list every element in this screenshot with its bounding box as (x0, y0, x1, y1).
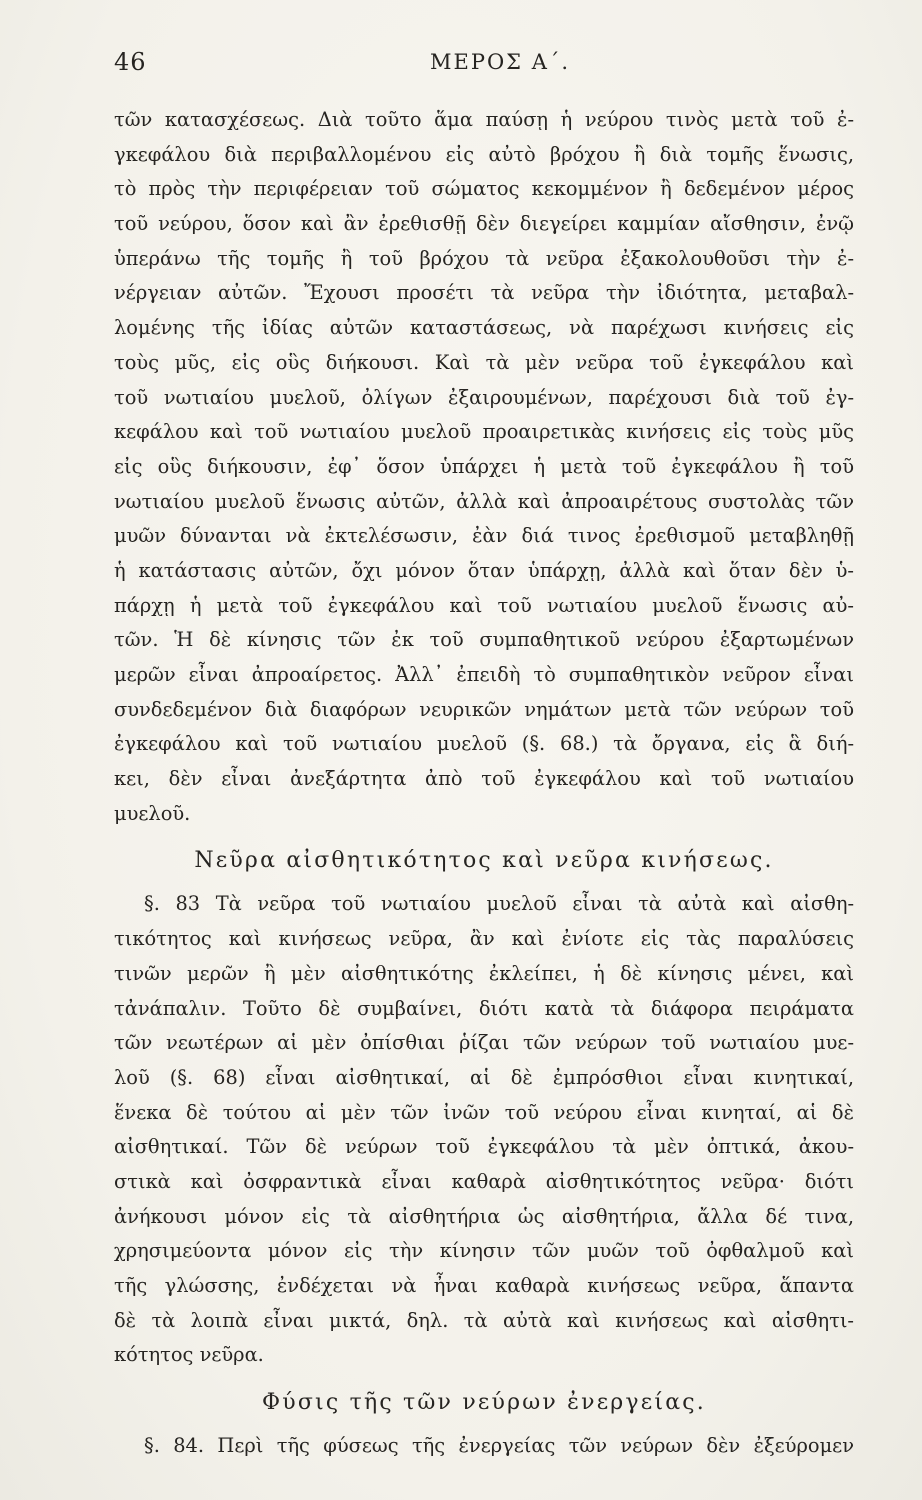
text-line: αἰσθητικαί. Τῶν δὲ νεύρων τοῦ ἐγκεφάλου τὰ μὲν ὀπτικά, ἀκου- (114, 1135, 854, 1159)
paragraph-1 (114, 103, 854, 831)
text-line: νέργειαν αὐτῶν. Ἔχουσι προσέτι τὰ νεῦρα τὴν ἰδιότητα, μεταβαλ- (114, 281, 854, 305)
section-heading-nerves-sensation-motion: Νεῦρα αἰσθητικότητος καὶ νεῦρα κινήσεως. (194, 848, 774, 874)
text-line: κει, δὲν εἶναι ἀνεξάρτητα ἀπὸ τοῦ ἐγκεφάλου καὶ τοῦ νωτιαίου (114, 767, 854, 791)
text-line: ἀνήκουσι μόνον εἰς τὰ αἰσθητήρια ὡς αἰσθητήρια, ἄλλα δέ τινα, (114, 1204, 854, 1228)
text-line: στικὰ καὶ ὀσφραντικὰ εἶναι καθαρὰ αἰσθητικότητος νεῦρα· διότι (114, 1169, 854, 1193)
text-line: ὑπεράνω τῆς τομῆς ἢ τοῦ βρόχου τὰ νεῦρα ἐξακολουθοῦσι τὴν ἐ- (114, 246, 854, 270)
text-line: ἐγκεφάλου καὶ τοῦ νωτιαίου μυελοῦ (§. 68.) τὰ ὄργανα, εἰς ἃ διή- (114, 732, 854, 756)
text-line: τοῦ νωτιαίου μυελοῦ, ὀλίγων ἐξαιρουμένων, παρέχουσι διὰ τοῦ ἐγ- (114, 385, 854, 409)
text-line: κότητος νεῦρα. (114, 1343, 264, 1367)
text-line: §. 84. Περὶ τῆς φύσεως τῆς ἐνεργείας τῶν νεύρων δὲν ἐξεύρομεν (144, 1434, 854, 1458)
text-line: ἕνεκα δὲ τούτου αἱ μὲν τῶν ἰνῶν τοῦ νεύρου εἶναι κινηταί, αἱ δὲ (114, 1100, 854, 1124)
text-line: κεφάλου καὶ τοῦ νωτιαίου μυελοῦ προαιρετικὰς κινήσεις εἰς τοὺς μῦς (114, 420, 854, 444)
text-line: λοῦ (§. 68) εἶναι αἰσθητικαί, αἱ δὲ ἐμπρόσθιοι εἶναι κινητικαί, (114, 1065, 854, 1089)
section-heading-nature-of-nerve-activity: Φύσις τῆς τῶν νεύρων ἐνεργείας. (262, 1390, 706, 1416)
text-line: μυελοῦ. (114, 801, 191, 825)
text-line: μερῶν εἶναι ἀπροαίρετος. Ἀλλ᾽ ἐπειδὴ τὸ συμπαθητικὸν νεῦρον εἶναι (114, 663, 854, 686)
text-line: τῶν. Ἡ δὲ κίνησις τῶν ἐκ τοῦ συμπαθητικοῦ νεύρου ἐξαρτωμένων (114, 628, 854, 652)
page-number: 46 (114, 48, 147, 76)
text-line: χρησιμεύοντα μόνον εἰς τὴν κίνησιν τῶν μυῶν τοῦ ὀφθαλμοῦ καὶ (114, 1239, 854, 1263)
running-head (0, 48, 922, 78)
text-line: γκεφάλου διὰ περιβαλλομένου εἰς αὐτὸ βρόχου ἢ διὰ τομῆς ἕνωσις, (114, 142, 854, 166)
paragraph-83 (114, 887, 854, 1373)
text-line: τῶν κατασχέσεως. Διὰ τοῦτο ἅμα παύσῃ ἡ νεύρου τινὸς μετὰ τοῦ ἐ- (114, 108, 854, 131)
text-line: τοῦ νεύρου, ὅσον καὶ ἂν ἐρεθισθῇ δὲν διεγείρει καμμίαν αἴσθησιν, ἐνῷ (114, 212, 854, 236)
text-line: τῆς γλώσσης, ἐνδέχεται νὰ ἦναι καθαρὰ κινήσεως νεῦρα, ἅπαντα (114, 1274, 854, 1297)
text-line: §. 83 Τὰ νεῦρα τοῦ νωτιαίου μυελοῦ εἶναι τὰ αὐτὰ καὶ αἰσθη- (144, 892, 854, 916)
text-line: λομένης τῆς ἰδίας αὐτῶν καταστάσεως, νὰ παρέχωσι κινήσεις εἰς (114, 316, 854, 340)
text-line: μυῶν δύνανται νὰ ἐκτελέσωσιν, ἐὰν διά τινος ἐρεθισμοῦ μεταβληθῇ (114, 524, 854, 548)
text-line: τοὺς μῦς, εἰς οὓς διήκουσι. Καὶ τὰ μὲν νεῦρα τοῦ ἐγκεφάλου καὶ (114, 350, 854, 374)
text-line: εἰς οὓς διήκουσιν, ἐφ᾽ ὅσον ὑπάρχει ἡ μετὰ τοῦ ἐγκεφάλου ἢ τοῦ (114, 454, 854, 478)
paragraph-84 (114, 1429, 854, 1464)
text-line: τῶν νεωτέρων αἱ μὲν ὀπίσθιαι ῥίζαι τῶν νεύρων τοῦ νωτιαίου μυε- (114, 1031, 854, 1055)
text-line: δὲ τὰ λοιπὰ εἶναι μικτά, δηλ. τὰ αὐτὰ καὶ κινήσεως καὶ αἰσθητι- (114, 1308, 854, 1332)
text-line: τικότητος καὶ κινήσεως νεῦρα, ἂν καὶ ἐνίοτε εἰς τὰς παραλύσεις (114, 927, 854, 951)
text-line: ἡ κατάστασις αὐτῶν, ὄχι μόνον ὅταν ὑπάρχῃ, ἀλλὰ καὶ ὅταν δὲν ὑ- (114, 558, 854, 582)
text-line: πάρχῃ ἡ μετὰ τοῦ ἐγκεφάλου καὶ τοῦ νωτιαίου μυελοῦ ἕνωσις αὐ- (114, 593, 854, 617)
text-line: τινῶν μερῶν ἢ μὲν αἰσθητικότης ἐκλείπει, ἡ δὲ κίνησις μένει, καὶ (114, 961, 854, 985)
body-text (114, 103, 854, 1464)
text-line: τἀνάπαλιν. Τοῦτο δὲ συμβαίνει, διότι κατὰ τὰ διάφορα πειράματα (114, 996, 854, 1020)
text-line: νωτιαίου μυελοῦ ἕνωσις αὐτῶν, ἀλλὰ καὶ ἀπροαιρέτους συστολὰς τῶν (114, 489, 854, 513)
text-line: τὸ πρὸς τὴν περιφέρειαν τοῦ σώματος κεκομμένον ἢ δεδεμένον μέρος (114, 177, 854, 201)
section-label: ΜΕΡΟΣ Α΄. (430, 50, 571, 74)
text-line: συνδεδεμένον διὰ διαφόρων νευρικῶν νημάτων μετὰ τῶν νεύρων τοῦ (114, 697, 854, 721)
